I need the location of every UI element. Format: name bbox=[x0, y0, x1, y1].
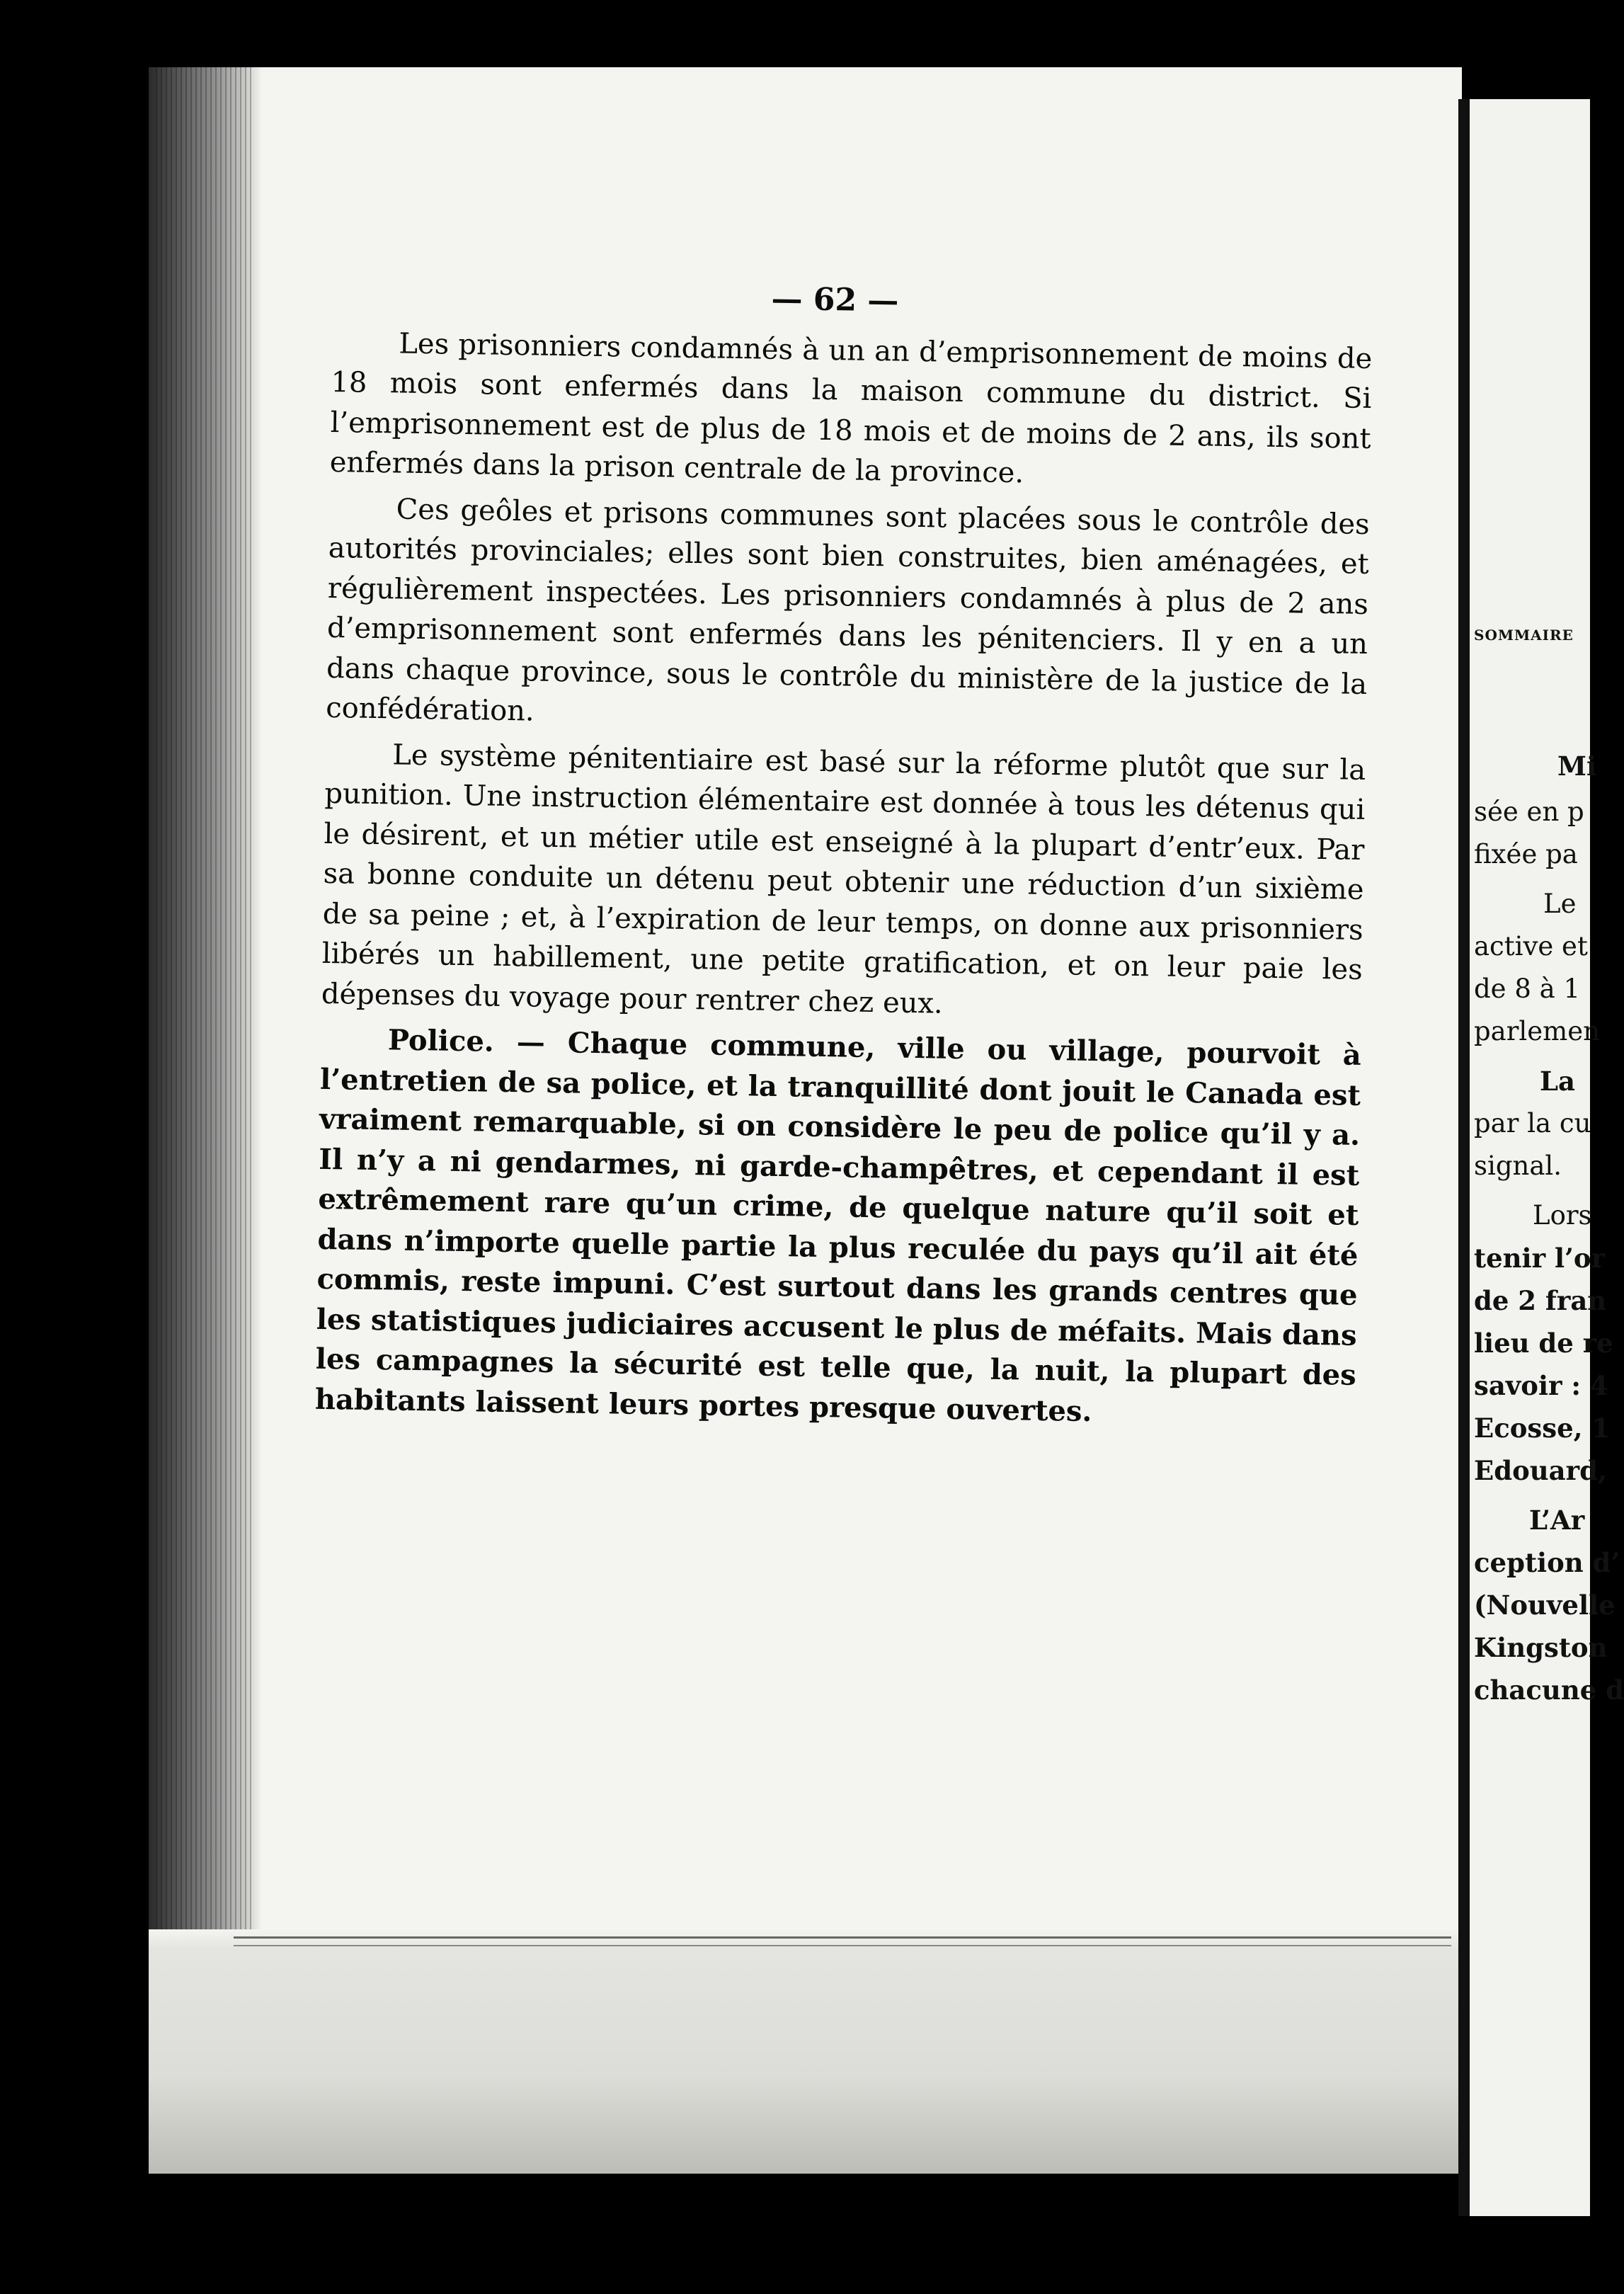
next-page-fragment: signal. bbox=[1474, 1151, 1562, 1181]
next-page-fragment: Ecosse, 1 bbox=[1474, 1413, 1611, 1444]
next-page-fragment: ception d’ bbox=[1474, 1547, 1620, 1578]
next-page-fragment: chacune d bbox=[1474, 1674, 1624, 1706]
bottom-rule-secondary bbox=[234, 1945, 1451, 1946]
next-page-fragment: Le bbox=[1543, 889, 1577, 919]
next-page-fragment: SOMMAIRE bbox=[1474, 627, 1574, 644]
paragraph-text: Ces geôles et prisons communes sont placées sous le contrôle des autorités provinciales; elles sont bien construites, bien aménagées, et régulièrement inspectées. Les prisonniers condamnés à plus de 2 ans d’emprisonnement sont enfermés dans les pénitenciers. Il y en a un dans chaque province, sous le contrôle du ministère de la justice de la confédération. bbox=[325, 492, 1370, 728]
next-page-fragment: savoir : 4 bbox=[1474, 1370, 1608, 1401]
next-page-fragment: tenir l’or bbox=[1474, 1243, 1606, 1274]
page-edges bbox=[156, 67, 255, 2174]
paragraph-prisoners bbox=[329, 322, 1372, 498]
next-page-fragment: sée en p bbox=[1474, 797, 1584, 827]
next-page-fragment: par la cu bbox=[1474, 1108, 1591, 1139]
page-text-block bbox=[314, 273, 1415, 1442]
next-page-fragment: Edouard, bbox=[1474, 1455, 1607, 1486]
next-page-fragment: fixée pa bbox=[1474, 839, 1578, 869]
paragraph-text: Le système pénitentiaire est basé sur la réforme plutôt que sur la punition. Une instruction élémentaire est donnée à tous les détenus qui le désirent, et un métier utile est enseigné à la plupart d’entr’eux. Par sa bonne conduite un détenu peut obtenir une réduction d’un sixième de sa peine ; et, à l’expiration de leur temps, on donne aux prisonniers libérés un habillement, une petite gratification, et on leur paie les dépenses du voyage pour rentrer chez eux. bbox=[321, 738, 1366, 1020]
next-page-fragment: lieu de re bbox=[1474, 1328, 1613, 1359]
next-page-fragment: Kingston bbox=[1474, 1632, 1608, 1663]
paragraph-jails bbox=[326, 488, 1370, 744]
adjacent-page bbox=[1458, 99, 1624, 2216]
paragraph-police bbox=[315, 1020, 1362, 1436]
page-number: — 62 — bbox=[771, 280, 899, 319]
page-spine bbox=[1458, 99, 1470, 2216]
bottom-rule bbox=[234, 1936, 1451, 1939]
next-page-fragment: (Nouvelle bbox=[1474, 1590, 1616, 1621]
next-page-fragment: parlemen bbox=[1474, 1016, 1600, 1046]
next-page-fragment: Mi bbox=[1557, 751, 1597, 782]
paragraph-penitentiary bbox=[321, 734, 1366, 1030]
next-page-fragment: Lors bbox=[1533, 1200, 1592, 1231]
next-page-fragment: active et bbox=[1474, 931, 1588, 961]
next-page-fragment: L’Ar bbox=[1529, 1505, 1585, 1536]
next-page-fragment: La bbox=[1540, 1066, 1575, 1097]
paragraph-text: Les prisonniers condamnés à un an d’emprisonnement de moins de 18 mois sont enfermés dans la maison commune du district. Si l’emprisonnement est de plus de 18 mois et de moins de 2 ans, ils sont enfermés dans la prison centrale de la province. bbox=[329, 326, 1373, 490]
next-page-fragment: de 8 à 1 bbox=[1474, 974, 1581, 1004]
police-heading: Police. bbox=[387, 1023, 495, 1058]
page-bottom-margin bbox=[149, 1929, 1462, 2174]
police-text: — Chaque commune, ville ou village, pourvoit à l’entretien de sa police, et la tranquillité dont jouit le Canada est vraiment remarquable, si on considère le peu de police qu’il y a. Il n’y a ni gendarmes, ni garde-champêtres, et cependant il est extrêmement rare qu’un crime, de quelque nature qu’il soit et dans n’importe quelle partie la plus reculée du pays qu’il ait été commis, reste impuni. C’est surtout dans les grands centres que les statistiques judiciaires accusent le plus de méfaits. Mais dans les campagnes la sécurité est telle que, la nuit, la plupart des habitants laissent leurs portes presque ouvertes. bbox=[314, 1025, 1362, 1428]
next-page-fragment: de 2 fran bbox=[1474, 1285, 1607, 1316]
